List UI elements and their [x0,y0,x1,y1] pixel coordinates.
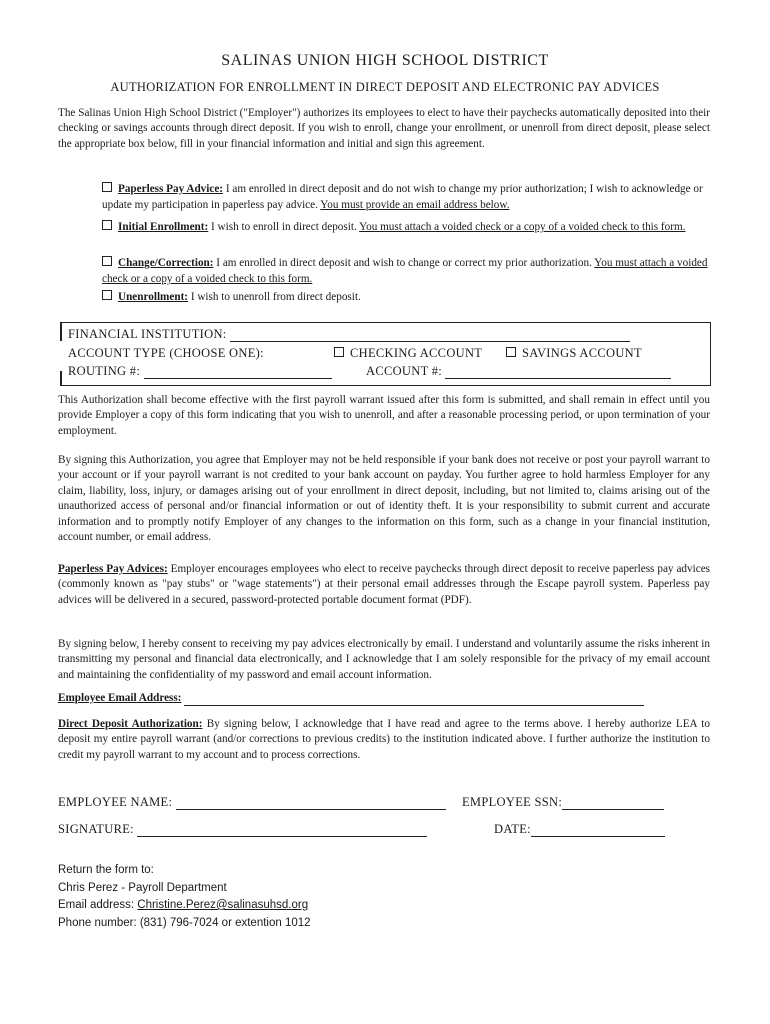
option-requirement: You must attach a voided check or a copy of a voided check to this form. [102,257,708,285]
employee-ssn-field[interactable] [562,795,664,810]
effective-paragraph: This Authorization shall become effective with the first payroll warrant issued after this form is submitted, and shall remain in effect until you provide Employer a copy of this form indicating that you wish to unenroll, and after a reasonable processing period, or upon termination of your employment. [58,394,710,437]
checking-option [334,346,482,361]
form-subtitle: AUTHORIZATION FOR ENROLLMENT IN DIRECT DEPOSIT AND ELECTRONIC PAY ADVICES [110,80,660,94]
option-unenrollment [102,290,714,306]
direct-deposit-paragraph [58,717,710,763]
signature-row [58,822,427,837]
option-initial-enrollment [102,220,714,236]
initial-enrollment-checkbox[interactable] [102,220,112,230]
employee-ssn-label: EMPLOYEE SSN: [462,795,563,809]
paperless-checkbox[interactable] [102,182,112,192]
option-requirement: You must attach a voided check or a copy of a voided check to this form. [359,221,686,233]
option-label: Paperless Pay Advice: [118,183,224,195]
paperless-paragraph [58,562,710,608]
employee-name-field[interactable] [176,795,446,810]
option-text: I wish to enroll in direct deposit. [208,221,360,233]
consent-paragraph: By signing below, I hereby consent to receiving my pay advices electronically by email. I understand and voluntarily assume the risks inherent in transmitting my personal and financial data electronically, and I acknowledge that I am solely responsible for the privacy of my email account and maintaining the confidentiality of my password and email account information. [58,638,710,681]
email-row [58,691,710,706]
signature-field[interactable] [137,822,427,837]
return-info [58,862,311,932]
financial-institution-row [68,327,630,342]
email-field[interactable] [184,693,644,706]
option-label: Change/Correction: [118,257,214,269]
employee-name-label: EMPLOYEE NAME: [58,795,173,809]
direct-deposit-text: By signing below, I acknowledge that I have read and agree to the terms above. I hereby authorize LEA to deposit my entire payroll warrant (and/or corrections to previous credits) to the institution indicated above. I further authorize the institution to credit my payroll warrant to my account and to process corrections. [58,718,710,761]
employee-name-row [58,795,446,810]
return-email-link[interactable]: Christine.Perez@salinasuhsd.org [137,899,309,911]
option-change-correction [102,256,714,287]
routing-label: ROUTING #: [68,364,141,378]
return-heading: Return the form to: [58,864,154,876]
option-text: I wish to unenroll from direct deposit. [188,291,361,303]
paperless-heading: Paperless Pay Advices: [58,563,168,575]
option-text: I am enrolled in direct deposit and wish to change or correct my prior authorization. [213,257,595,269]
account-field[interactable] [445,364,671,379]
account-label: ACCOUNT #: [366,364,443,378]
financial-institution-field[interactable] [230,327,630,342]
district-title: SALINAS UNION HIGH SCHOOL DISTRICT [221,52,549,69]
savings-checkbox[interactable] [506,347,516,357]
change-correction-checkbox[interactable] [102,256,112,266]
date-label: DATE: [494,822,531,836]
financial-institution-label: FINANCIAL INSTITUTION: [68,327,227,341]
financial-info-box [60,322,711,386]
unenrollment-checkbox[interactable] [102,290,112,300]
routing-field[interactable] [144,364,332,379]
checking-label: CHECKING ACCOUNT [350,346,483,360]
option-text: I am enrolled in direct deposit and do not wish to change my prior authorization; I wish to acknowledge or update my participation in paperless pay advice. [102,183,703,211]
liability-paragraph: By signing this Authorization, you agree that Employer may not be held responsible if your bank does not receive or post your payroll warrant to your account or if your payroll warrant is not credited to your bank account on payday. You further agree to hold harmless Employer for any claim, liability, loss, injury, or damages arising out of your enrollment in direct deposit, including, but not limited to, claims arising out of the unauthorized access of personal and/or financial information or out of identity theft. It is your responsibility to submit current and accurate information and to promptly notify Employer of any changes to the information on this form, such as a change in your financial institution, account number, or email address. [58,454,710,544]
account-type-label: ACCOUNT TYPE (CHOOSE ONE): [68,346,264,360]
intro-paragraph: The Salinas Union High School District ("Employer") authorizes its employees to elect to have their paychecks automatically deposited into their checking or savings accounts through direct deposit. If you wish to enroll, change your enrollment, or unenroll from direct deposit, please select the appropriate box below, fill in your financial information and initial and sign this agreement. [58,107,710,150]
date-field[interactable] [531,822,665,837]
checking-checkbox[interactable] [334,347,344,357]
option-label: Unenrollment: [118,291,189,303]
return-phone: Phone number: (831) 796-7024 or extention 1012 [58,916,311,929]
option-requirement: You must provide an email address below. [320,198,510,211]
savings-option [506,346,642,361]
direct-deposit-heading: Direct Deposit Authorization: [58,718,203,730]
date-row [494,822,665,837]
signature-label: SIGNATURE: [58,822,134,836]
return-contact: Chris Perez - Payroll Department [58,881,227,894]
paperless-text: Employer encourages employees who elect to receive paychecks through direct deposit to receive paperless pay advices (commonly known as "pay stubs" or "wage statements") at their personal email addresses through the Escape payroll system. Paperless pay advices will be delivered in a secured, password-protected portable document format (PDF). [58,563,711,606]
account-row [366,364,671,379]
option-paperless-pay-advice [102,182,714,213]
email-label: Employee Email Address: [58,692,182,704]
return-email-prefix: Email address: [58,899,138,911]
routing-row [68,364,332,379]
option-label: Initial Enrollment: [118,221,209,233]
savings-label: SAVINGS ACCOUNT [522,346,642,360]
employee-ssn-row [462,795,664,810]
return-email-row [58,897,311,915]
